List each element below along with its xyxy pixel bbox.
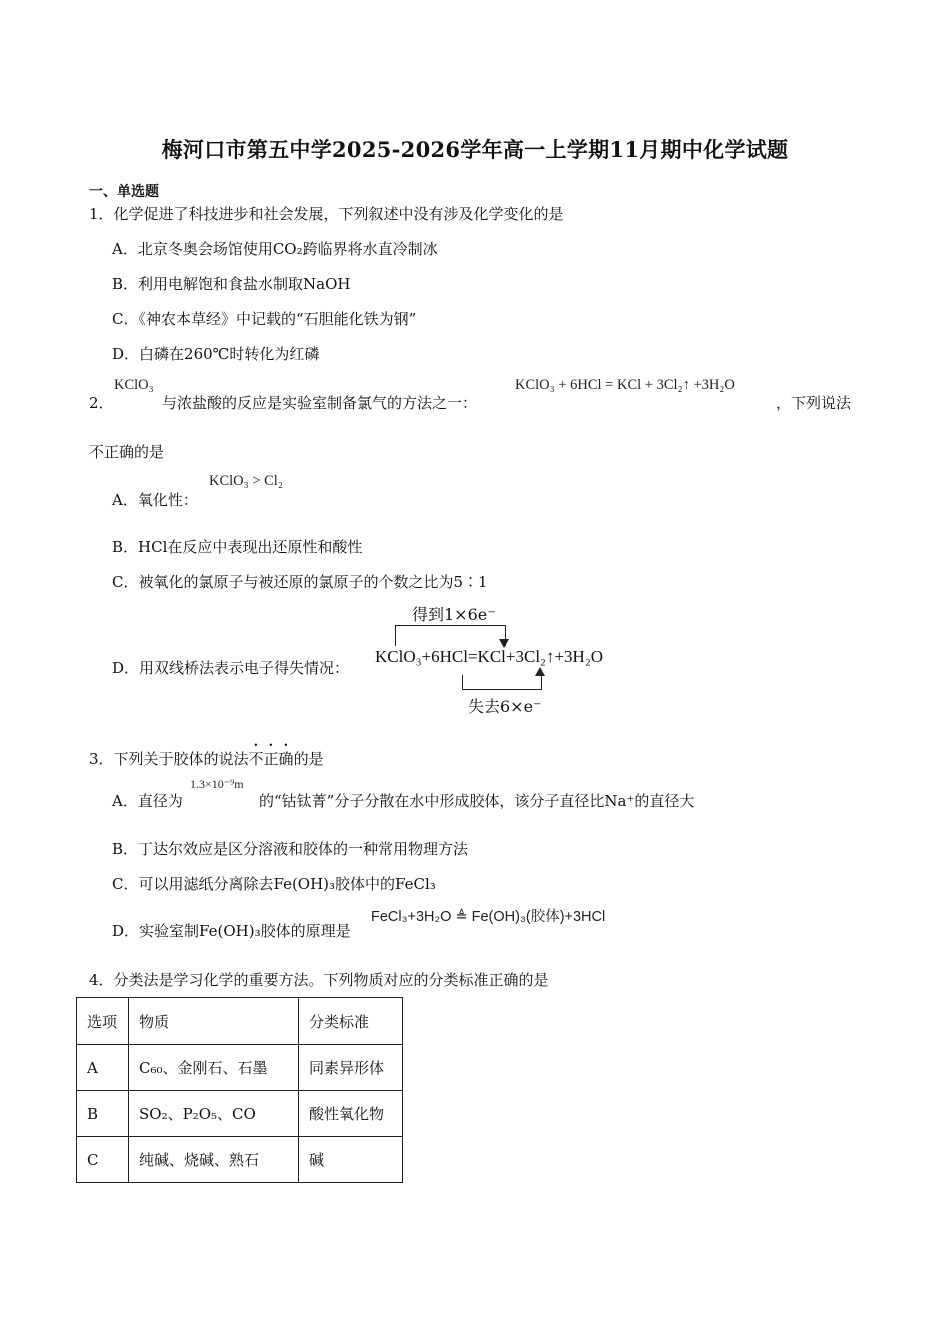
- question-2-option-b[interactable]: B．HCl在反应中表现出还原性和酸性: [112, 538, 363, 556]
- row-criterion: 同素异形体: [299, 1045, 403, 1091]
- question-2-equation: KClO₃ + 6HCl = KCl + 3Cl₂↑ +3H₂O: [515, 377, 735, 393]
- row-substance: SO₂、P₂O₅、CO: [129, 1091, 299, 1137]
- question-2-stem-continued: 不正确的是: [89, 443, 165, 461]
- page-title: 梅河口市第五中学2025-2026学年高一上学期11月期中化学试题: [161, 137, 789, 162]
- question-1-option-d[interactable]: D．白磷在260℃时转化为红磷: [112, 345, 320, 363]
- row-option: A: [77, 1045, 129, 1091]
- header-substance: 物质: [129, 998, 299, 1045]
- row-criterion: 酸性氧化物: [299, 1091, 403, 1137]
- question-3-option-a[interactable]: A．直径为: [112, 792, 183, 810]
- question-2-number: 2．: [89, 394, 114, 412]
- question-3-stem-emphasis: 不正确: [248, 750, 294, 768]
- table-row: [77, 1045, 403, 1091]
- question-2-option-a[interactable]: A．氧化性：: [112, 491, 198, 509]
- electron-loss-arrowhead: [535, 667, 545, 676]
- question-3-option-d[interactable]: D．实验室制Fe(OH)₃胶体的原理是: [112, 922, 351, 940]
- question-1-option-c[interactable]: C．《神农本草经》中记载的“石胆能化铁为钢”: [112, 310, 417, 328]
- electron-loss-label: 失去6×e⁻: [468, 697, 542, 716]
- question-3-option-d-formula: FeCl₃+3H₂O ≜ Fe(OH)₃(胶体)+3HCl: [371, 909, 606, 925]
- section-heading: 一、单选题: [89, 184, 159, 200]
- question-3-stem-prefix: 3．下列关于胶体的说法: [89, 750, 249, 768]
- question-3-option-a-text: 的“钴钛菁”分子分散在水中形成胶体，该分子直径比Na⁺的直径大: [259, 792, 695, 810]
- header-option: 选项: [77, 998, 129, 1045]
- row-substance: 纯碱、烧碱、熟石: [129, 1137, 299, 1183]
- table-row: [77, 1137, 403, 1183]
- header-criterion: 分类标准: [299, 998, 403, 1045]
- question-1-option-b[interactable]: B．利用电解饱和食盐水制取NaOH: [112, 275, 351, 293]
- row-option: C: [77, 1137, 129, 1183]
- row-criterion: 碱: [299, 1137, 403, 1183]
- question-2-stem-middle: 与浓盐酸的反应是实验室制备氯气的方法之一：: [162, 394, 478, 412]
- question-3-stem-suffix: 的是: [293, 750, 324, 768]
- question-4-stem: 4．分类法是学习化学的重要方法。下列物质对应的分类标准正确的是: [89, 971, 549, 989]
- question-1-stem: 1．化学促进了科技进步和社会发展，下列叙述中没有涉及化学变化的是: [89, 205, 564, 223]
- question-2-stem-end: ，下列说法: [776, 394, 852, 412]
- row-substance: C₆₀、金刚石、石墨: [129, 1045, 299, 1091]
- electron-gain-bracket: [395, 625, 506, 646]
- bridge-equation: KClO₃+6HCl=KCl+3Cl₂↑+3H₂O: [375, 647, 604, 666]
- electron-loss-bracket: [462, 675, 542, 690]
- question-2-option-a-formula: KClO₃ > Cl₂: [209, 473, 283, 489]
- question-2-kclo3-formula: KClO₃: [114, 377, 154, 393]
- electron-gain-label: 得到1×6e⁻: [412, 605, 496, 624]
- question-1-option-a[interactable]: A．北京冬奥会场馆使用CO₂跨临界将水直冷制冰: [112, 240, 438, 258]
- classification-table: [76, 997, 403, 1183]
- table-header-row: [77, 998, 403, 1045]
- question-3-stem: [89, 741, 324, 769]
- question-3-option-a-formula: 1.3×10⁻⁹m: [190, 777, 244, 791]
- question-2-option-c[interactable]: C．被氧化的氯原子与被还原的氯原子的个数之比为5∶1: [112, 573, 488, 591]
- question-2-option-d[interactable]: D．用双线桥法表示电子得失情况：: [112, 659, 350, 677]
- row-option: B: [77, 1091, 129, 1137]
- question-3-option-b[interactable]: B．丁达尔效应是区分溶液和胶体的一种常用物理方法: [112, 840, 469, 858]
- table-row: [77, 1091, 403, 1137]
- question-3-option-c[interactable]: C．可以用滤纸分离除去Fe(OH)₃胶体中的FeCl₃: [112, 875, 436, 893]
